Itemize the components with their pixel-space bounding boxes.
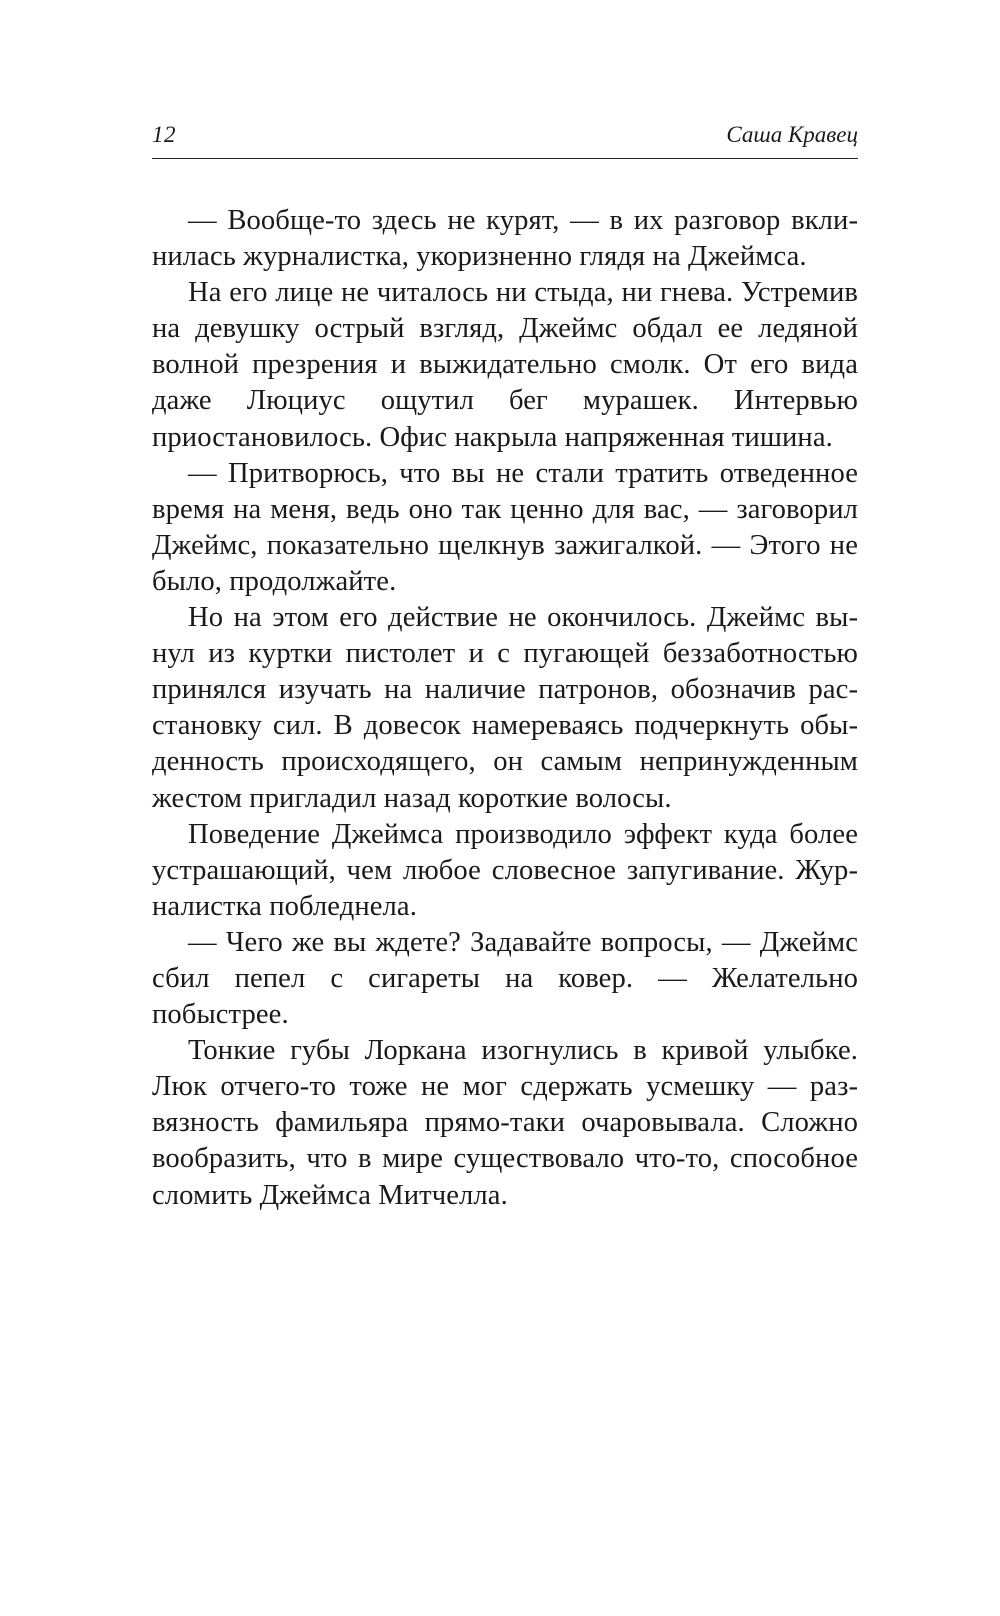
paragraph: Поведение Джеймса производило эффект куда более устрашающий, чем любое словесное запугивание. Журналистка побледнела. [152, 818, 858, 922]
page-number: 12 [152, 122, 176, 147]
body-text [152, 203, 858, 1214]
paragraph: — Чего же вы ждете? Задавайте вопросы, — Джеймс сбил пепел с сигареты на ковер. — Желательно побыстрее. [152, 926, 858, 1031]
author-name: Саша Кравец [726, 122, 858, 147]
running-header [152, 118, 858, 159]
paragraph: Тонкие губы Лоркана изогнулись в кривой улыбке. Люк отчего-то тоже не мог сдержать усмешку — развязность фамильяра прямо-таки очаровывала. Сложно вообразить, что в мире существовало что-то, способное сломить Джеймса Митчелла. [152, 1035, 858, 1211]
paragraph: На его лице не читалось ни стыда, ни гнева. Устремив на девушку острый взгляд, Джеймс обдал ее ледяной волной презрения и выжидательно смолк. От его вида даже Люциус ощутил бег мурашек. Интервью приостановилось. Офис накрыла напряженная тишина. [152, 277, 858, 453]
paragraph: — Притворюсь, что вы не стали тратить отведенное время на меня, ведь оно так ценно для вас, — заговорил Джеймс, показательно щелкнув зажигалкой. — Этого не было, продолжайте. [152, 457, 858, 597]
paragraph: — Вообще-то здесь не курят, — в их разговор вклинилась журналистка, укоризненно глядя на Джеймса. [152, 205, 858, 273]
paragraph: Но на этом его действие не окончилось. Джеймс вынул из куртки пистолет и с пугающей беззаботностью принялся изучать на наличие патронов, обозначив расстановку сил. В довесок намереваясь подчеркнуть обыденность происходящего, он самым непринужденным жестом пригладил назад короткие волосы. [152, 602, 858, 814]
